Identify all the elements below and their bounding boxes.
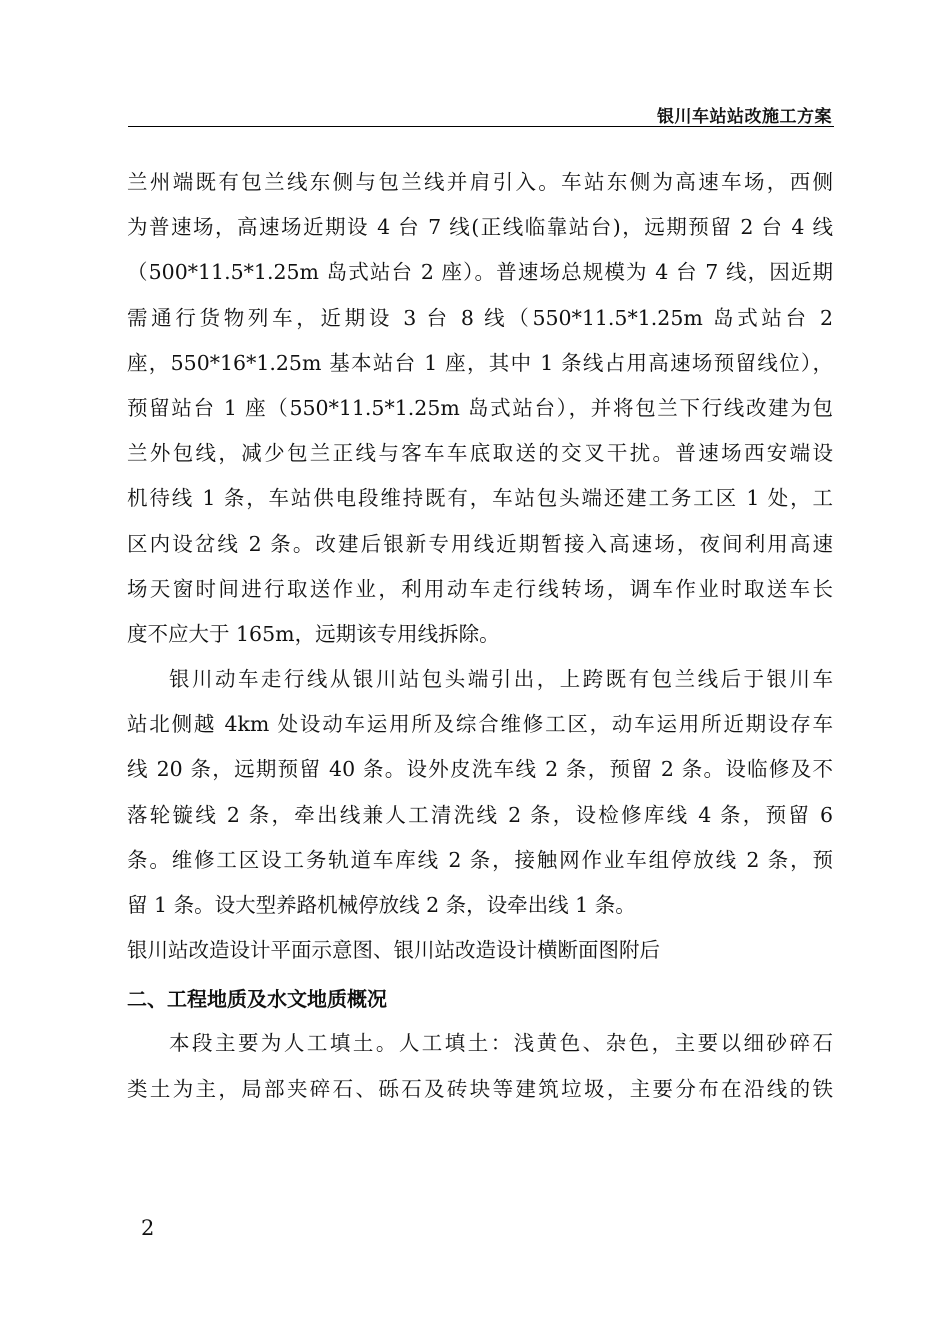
text-line: 类土为主，局部夹碎石、砾石及砖块等建筑垃圾，主要分布在沿线的铁 [127, 1076, 833, 1101]
page-number: 2 [141, 1216, 155, 1240]
text-line: 需通行货物列车，近期设 3 台 8 线（550*11.5*1.25m 岛式站台 2 [127, 305, 833, 330]
text-line: 为普速场，高速场近期设 4 台 7 线(正线临靠站台)，远期预留 2 台 4 线 [127, 215, 833, 240]
text-line: 本段主要为人工填土。人工填土：浅黄色、杂色，主要以细砂碎石 [169, 1031, 833, 1056]
text-line: 度不应大于 165m，远期该专用线拆除。 [127, 621, 500, 646]
text-line: 条。维修工区设工务轨道车库线 2 条，接触网作业车组停放线 2 条，预 [127, 847, 833, 872]
text-line: 兰外包线，减少包兰正线与客车车底取送的交叉干扰。普速场西安端设 [127, 441, 833, 466]
text-line: （500*11.5*1.25m 岛式站台 2 座）。普速场总规模为 4 台 7 线，因近期 [127, 260, 833, 285]
paragraph-2 [127, 657, 833, 928]
text-line: 座，550*16*1.25m 基本站台 1 座，其中 1 条线占用高速场预留线位）， [127, 350, 833, 375]
text-line: 银川动车走行线从银川站包头端引出，上跨既有包兰线后于银川车 [169, 667, 833, 692]
section-heading: 二、工程地质及水文地质概况 [127, 987, 387, 1012]
page-header [128, 98, 834, 127]
text-line: 落轮镟线 2 条，牵出线兼人工清洗线 2 条，设检修库线 4 条，预留 6 [127, 802, 833, 827]
attachment-note: 银川站改造设计平面示意图、银川站改造设计横断面图附后 [127, 938, 660, 963]
paragraph-1 [127, 160, 833, 657]
document-body [127, 160, 833, 1112]
text-line: 兰州端既有包兰线东侧与包兰线并肩引入。车站东侧为高速车场，西侧 [127, 170, 833, 194]
header-title: 银川车站站改施工方案 [657, 107, 832, 127]
text-line: 留 1 条。设大型养路机械停放线 2 条，设牵出线 1 条。 [127, 893, 636, 917]
text-line: 预留站台 1 座（550*11.5*1.25m 岛式站台），并将包兰下行线改建为包 [127, 395, 833, 420]
text-line: 站北侧越 4km 处设动车运用所及综合维修工区，动车运用所近期设存车 [127, 712, 833, 737]
text-line: 场天窗时间进行取送作业，利用动车走行线转场，调车作业时取送车长 [127, 576, 833, 601]
text-line: 线 20 条，远期预留 40 条。设外皮洗车线 2 条，预留 2 条。设临修及不 [127, 757, 833, 782]
paragraph-3 [127, 1021, 833, 1111]
text-line: 机待线 1 条，车站供电段维持既有，车站包头端还建工务工区 1 处，工 [127, 486, 833, 511]
text-line: 区内设岔线 2 条。改建后银新专用线近期暂接入高速场，夜间利用高速 [127, 531, 833, 556]
